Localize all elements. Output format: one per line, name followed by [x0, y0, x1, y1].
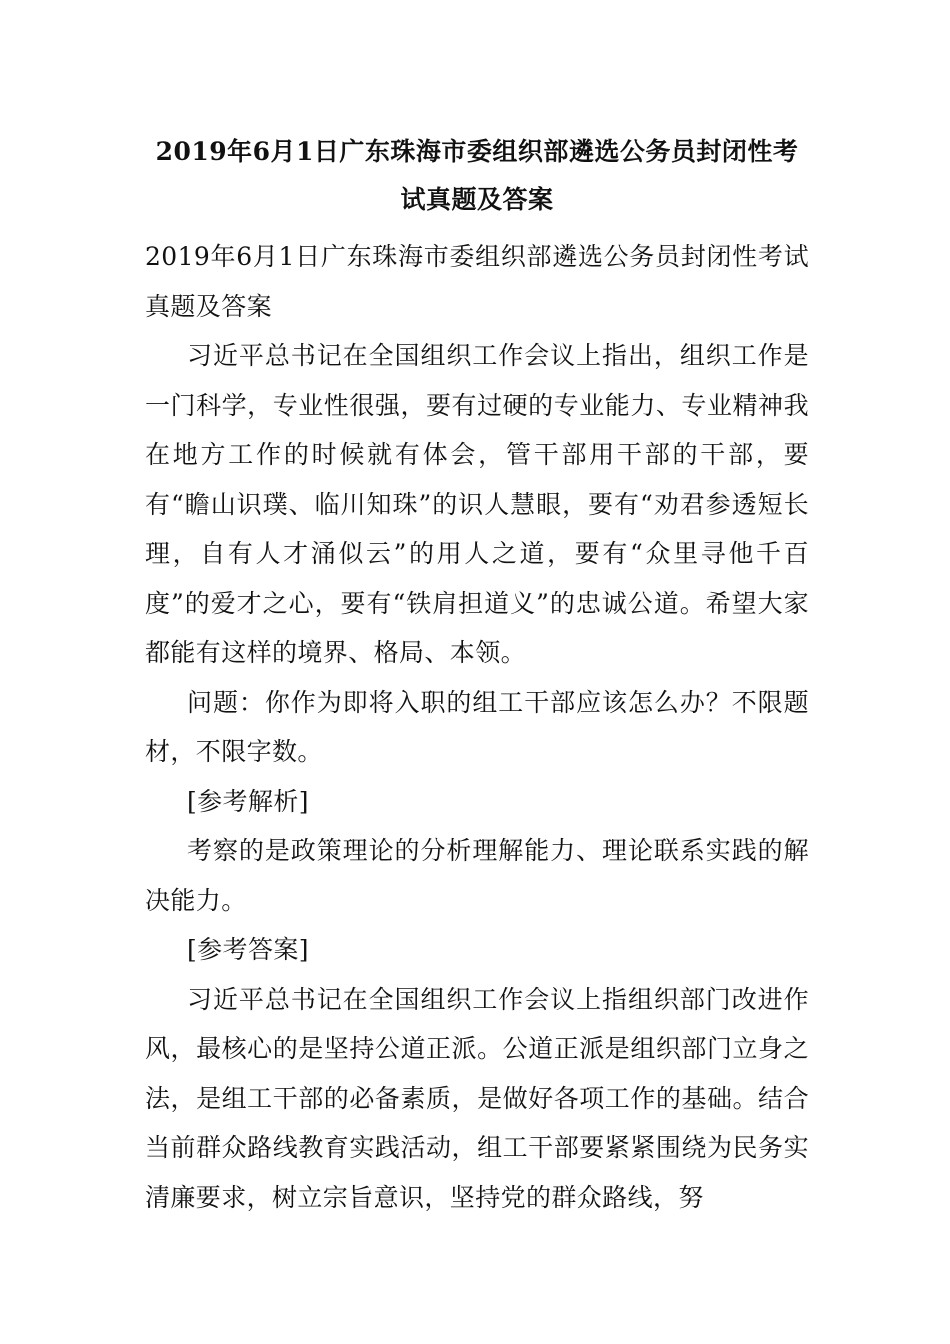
analysis-paragraph: 考察的是政策理论的分析理解能力、理论联系实践的解决能力。: [145, 836, 809, 915]
answer-paragraph: 习近平总书记在全国组织工作会议上指组织部门改进作风，最核心的是坚持公道正派。公道正派是组织部门立身之法，是组工干部的必备素质，是做好各项工作的基础。结合当前群众路线教育实践活动，组工干部要紧紧围绕为民务实清廉要求，树立宗旨意识，坚持党的群众路线，努: [145, 984, 809, 1212]
title-line-2: 试真题及答案: [400, 185, 554, 214]
question-paragraph: 问题：你作为即将入职的组工干部应该怎么办？不限题材，不限字数。: [145, 687, 809, 766]
paragraph-intro: 习近平总书记在全国组织工作会议上指出，组织工作是一门科学，专业性很强，要有过硬的专业能力、专业精神我在地方工作的时候就有体会，管干部用干部的干部，要有“瞻山识璞、临川知珠”的识人慧眼，要有“劝君参透短长理，自有人才涌似云”的用人之道，要有“众里寻他千百度”的爱才之心，要有“铁肩担道义”的忠诚公道。希望大家都能有这样的境界、格局、本领。: [145, 341, 809, 667]
document-title: [145, 128, 809, 224]
title-line-1: 2019年6月1日广东珠海市委组织部遴选公务员封闭性考: [155, 137, 799, 166]
document-body: [145, 128, 809, 1222]
answer-label: [参考答案]: [187, 935, 309, 964]
document-subtitle: 2019年6月1日广东珠海市委组织部遴选公务员封闭性考试真题及答案: [145, 242, 809, 321]
analysis-label: [参考解析]: [187, 786, 309, 816]
